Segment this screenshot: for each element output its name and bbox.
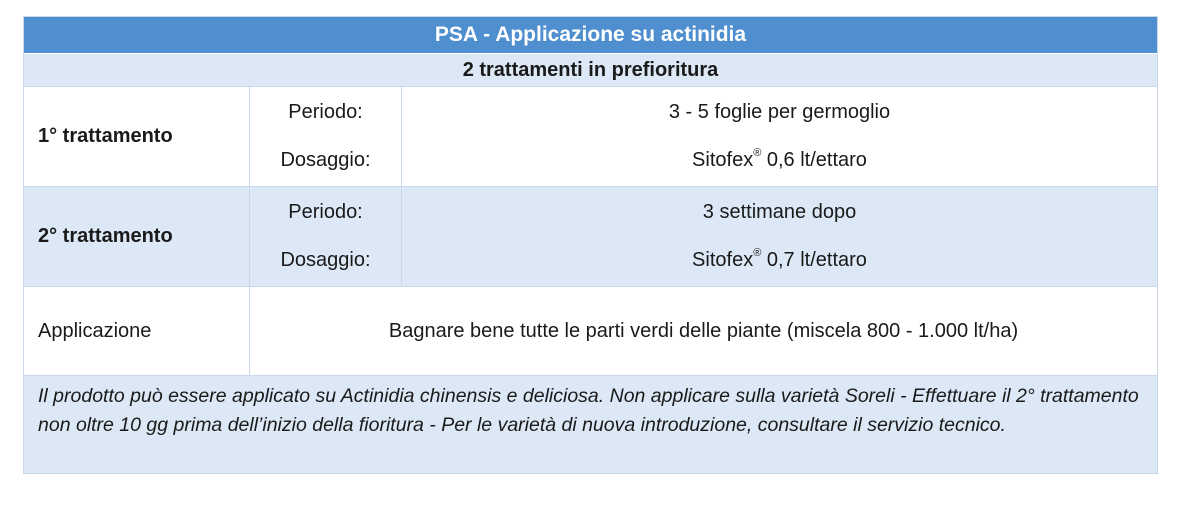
- registered-mark: ®: [753, 146, 762, 159]
- dosage-value: [692, 146, 867, 172]
- table-title: PSA - Applicazione su actinidia: [24, 17, 1157, 53]
- dosage-value: [692, 246, 867, 272]
- treatment-name: 2° trattamento: [24, 187, 250, 286]
- application-text: Bagnare bene tutte le parti verdi delle piante (miscela 800 - 1.000 lt/ha): [388, 319, 1019, 342]
- treatment-table: [23, 16, 1158, 474]
- period-value: 3 settimane dopo: [702, 201, 857, 224]
- treatment-row-1: [24, 86, 1157, 186]
- period-value: 3 - 5 foglie per germoglio: [668, 101, 891, 124]
- dosage-amount: 0,7 lt/ettaro: [761, 248, 867, 271]
- table-note: Il prodotto può essere applicato su Actinidia chinensis e deliciosa. Non applicare sulla varietà Soreli - Effettuare il 2° trattamento non oltre 10 gg prima dell’inizio della fioritura - Per le varietà di nuova introduzione, consultare il servizio tecnico.: [24, 375, 1157, 473]
- dosage-label: Dosaggio:: [280, 248, 371, 271]
- treatment-name: 1° trattamento: [24, 87, 250, 186]
- dosage-label: Dosaggio:: [280, 148, 371, 171]
- treatment-values: [402, 187, 1157, 286]
- period-label: Periodo:: [288, 201, 363, 224]
- treatment-row-2: [24, 186, 1157, 286]
- treatment-labels: [250, 87, 402, 186]
- dosage-amount: 0,6 lt/ettaro: [761, 148, 867, 171]
- treatment-values: [402, 87, 1157, 186]
- treatment-labels: [250, 187, 402, 286]
- registered-mark: ®: [753, 246, 762, 259]
- dosage-product: Sitofex: [692, 148, 754, 171]
- period-label: Periodo:: [288, 101, 363, 124]
- application-row: [24, 286, 1157, 375]
- table-subtitle: 2 trattamenti in prefioritura: [24, 53, 1157, 86]
- dosage-product: Sitofex: [692, 248, 754, 271]
- application-label: Applicazione: [24, 287, 250, 375]
